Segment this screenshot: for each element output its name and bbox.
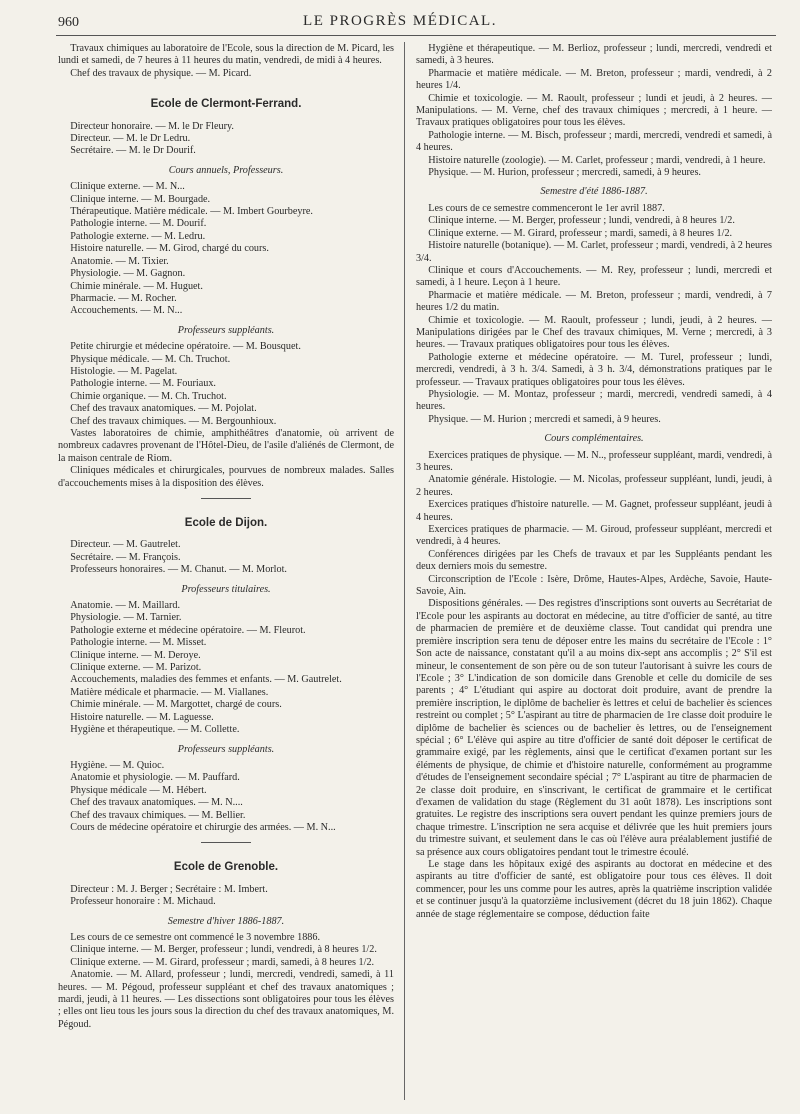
- school-title-grenoble: Ecole de Grenoble.: [173, 861, 279, 874]
- entry: Hygiène et thérapeutique. — M. Berlioz, professeur ; lundi, mercredi, vendredi et samedi, à 3 heures.: [416, 43, 772, 67]
- entry: Les cours de ce semestre commenceront le 1er avril 1887.: [428, 202, 665, 214]
- paragraph: Chef des travaux de physique. — M. Picard.: [70, 67, 252, 79]
- entry: Chimie et toxicologie. — M. Raoult, professeur ; lundi, jeudi, à 2 heures. — Manipulations dirigées par le Chef des travaux chimiques, M. Verne ; mercredi, à 3 heures. — Travaux pratiques obligatoires pour tous les élèves.: [416, 314, 772, 351]
- entry: Physiologie. — M. Montaz, professeur ; mardi, mercredi, vendredi samedi, à 4 heures.: [416, 388, 772, 413]
- entry: Accouchements, maladies des femmes et enfants. — M. Gautrelet.: [70, 674, 342, 686]
- entry: Physiologie. — M. Gagnon.: [70, 268, 186, 280]
- header-rule: [56, 35, 776, 36]
- entry: Physique. — M. Hurion ; mercredi et samedi, à 9 heures.: [428, 413, 661, 425]
- section-rule: [201, 842, 251, 843]
- entry: Physique médicale — M. Hébert.: [70, 784, 207, 796]
- entry: Anatomie générale. Histologie. — M. Nicolas, professeur suppléant, lundi, jeudi, à 2 heures.: [416, 474, 772, 498]
- entry: Chef des travaux anatomiques. — M. N....: [70, 797, 243, 809]
- entry: Pathologie interne. — M. Dourif.: [70, 218, 207, 230]
- entry: Directeur. — M. Gautrelet.: [70, 539, 181, 551]
- entry: Secrétaire. — M. le Dr Dourif.: [70, 145, 196, 157]
- entry: Clinique interne. — M. Berger, professeur ; lundi, vendredi, à 8 heures 1/2.: [428, 215, 735, 227]
- section-title: Professeurs suppléants.: [177, 324, 275, 336]
- section-title: Professeurs suppléants.: [177, 743, 275, 755]
- entry: Physique. — M. Hurion, professeur ; mercredi, samedi, à 9 heures.: [428, 167, 701, 179]
- entry: Histoire naturelle. — M. Girod, chargé du cours.: [70, 243, 269, 255]
- entry: Clinique externe. — M. Girard, professeur ; mardi, samedi, à 8 heures 1/2.: [70, 956, 375, 968]
- entry: Clinique externe. — M. Girard, professeur ; mardi, samedi, à 8 heures 1/2.: [428, 227, 733, 239]
- left-column: [58, 43, 394, 1031]
- entry: Professeur honoraire : M. Michaud.: [70, 896, 216, 908]
- entry: Exercices pratiques de pharmacie. — M. Giroud, professeur suppléant, mercredi et vendredi, à 4 heures.: [416, 524, 772, 548]
- page-number: 960: [58, 15, 79, 30]
- entry: Les cours de ce semestre ont commencé le 3 novembre 1886.: [70, 931, 321, 943]
- school-title-clermont: Ecole de Clermont-Ferrand.: [150, 98, 302, 111]
- entry: Histologie. — M. Pagelat.: [70, 365, 178, 377]
- section-title: Professeurs titulaires.: [181, 583, 271, 595]
- entry: Chef des travaux anatomiques. — M. Pojolat.: [70, 403, 257, 415]
- entry: Directeur. — M. le Dr Ledru.: [70, 133, 191, 145]
- paragraph: Le stage dans les hôpitaux exigé des aspirants au doctorat en médecine et des aspirants au titre d'officier de santé, est obligatoire pour tous ces élèves. Il doit commencer, pour les uns comme pour les autres, après la quatrième inscription validée et se continuer jusqu'à la quatorzième inclusivement (décret du 18 juin 1862). Chaque année de stage réglementaire se compose, déduction faite: [416, 859, 772, 920]
- entry: Professeurs honoraires. — M. Chanut. — M. Morlot.: [70, 564, 287, 576]
- running-title: LE PROGRÈS MÉDICAL.: [303, 13, 497, 29]
- paragraph: Conférences dirigées par les Chefs de travaux et par les Suppléants pendant les deux derniers mois du semestre.: [416, 548, 772, 573]
- entry: Histoire naturelle (zoologie). — M. Carlet, professeur ; mardi, vendredi, à 1 heure.: [428, 154, 766, 166]
- entry: Pharmacie et matière médicale. — M. Breton, professeur ; mardi, vendredi, à 2 heures 1/4.: [416, 67, 772, 92]
- right-column: [416, 43, 772, 921]
- entry: Hygiène et thérapeutique. — M. Collette.: [70, 724, 240, 736]
- entry: Pharmacie et matière médicale. — M. Breton, professeur ; mardi, vendredi, à 7 heures 1/2 du matin.: [416, 289, 772, 314]
- entry: Pathologie externe et médecine opératoire. — M. Fleurot.: [70, 624, 306, 636]
- entry: Thérapeutique. Matière médicale. — M. Imbert Gourbeyre.: [70, 206, 313, 218]
- column-divider: [404, 42, 405, 1100]
- entry: Physiologie. — M. Tarnier.: [70, 612, 182, 624]
- entry: Anatomie. — M. Tixier.: [70, 255, 169, 267]
- entry: Clinique interne. — M. Deroye.: [70, 649, 201, 661]
- entry: Pharmacie. — M. Rocher.: [70, 292, 177, 304]
- entry: Chef des travaux chimiques. — M. Bellier.: [70, 809, 246, 821]
- entry: Physique médicale. — M. Ch. Truchot.: [70, 353, 231, 365]
- entry: Clinique et cours d'Accouchements. — M. Rey, professeur ; lundi, mercredi et samedi, à 1 heure. Leçon à 1 heure.: [416, 264, 772, 289]
- entry: Matière médicale et pharmacie. — M. Viallanes.: [70, 686, 269, 698]
- entry: Pathologie externe et médecine opératoire. — M. Turel, professeur ; lundi, mercredi, vendredi, à 3 h. 3/4. Samedi, à 3 h. 3/4, démonstrations pratiques par le professeur. — Travaux pratiques obligatoires pour tous les élèves.: [416, 351, 772, 388]
- entry: Pathologie interne. — M. Misset.: [70, 637, 207, 649]
- page-header: [0, 0, 800, 40]
- entry: Pathologie interne. — M. Fouriaux.: [70, 378, 216, 390]
- entry: Chef des travaux chimiques. — M. Bergounhioux.: [70, 415, 277, 427]
- entry: Petite chirurgie et médecine opératoire. — M. Bousquet.: [70, 341, 301, 353]
- entry: Clinique externe. — M. N...: [70, 181, 185, 193]
- entry: Directeur honoraire. — M. le Dr Fleury.: [70, 120, 234, 132]
- entry: Pathologie externe. — M. Ledru.: [70, 230, 206, 242]
- entry: Exercices pratiques d'histoire naturelle. — M. Gagnet, professeur suppléant, jeudi à 4 heures.: [416, 499, 772, 523]
- entry: Secrétaire. — M. François.: [70, 551, 181, 563]
- entry: Hygiène. — M. Quioc.: [70, 759, 165, 771]
- entry: Chimie minérale. — M. Huguet.: [70, 280, 203, 292]
- entry: Histoire naturelle (botanique). — M. Carlet, professeur ; mardi, vendredi, à 2 heures 3/4.: [416, 240, 772, 264]
- section-title: Semestre d'hiver 1886-1887.: [167, 915, 285, 927]
- paragraph: Circonscription de l'Ecole : Isère, Drôme, Hautes-Alpes, Ardèche, Savoie, Haute-Savoie, Ain.: [416, 573, 772, 598]
- entry: Accouchements. — M. N...: [70, 305, 183, 317]
- entry: Cours de médecine opératoire et chirurgie des armées. — M. N...: [70, 821, 336, 833]
- entry: Pathologie interne. — M. Bisch, professeur ; mardi, mercredi, vendredi et samedi, à 4 heures.: [416, 129, 772, 154]
- school-title-dijon: Ecole de Dijon.: [184, 517, 268, 529]
- entry: Exercices pratiques de physique. — M. N.., professeur suppléant, mardi, vendredi, à 3 heures.: [416, 449, 772, 473]
- paragraph: Travaux chimiques au laboratoire de l'Ecole, sous la direction de M. Picard, les lundi et samedi, de 7 heures à 11 heures du matin, vendredi, de midi à 4 heures.: [58, 43, 394, 67]
- paragraph: Cliniques médicales et chirurgicales, pourvues de nombreux malades. Salles d'accouchements mises à la disposition des élèves.: [58, 465, 394, 489]
- entry: Histoire naturelle. — M. Laguesse.: [70, 711, 214, 723]
- paragraph: Vastes laboratoires de chimie, amphithéâtres d'anatomie, où arrivent de nombreux cadavres provenant de l'Hôtel-Dieu, de l'asile d'aliénés de Clermont, de la maison centrale de Riom.: [58, 427, 394, 464]
- entry: Anatomie et physiologie. — M. Pauffard.: [70, 772, 240, 784]
- entry: Clinique interne. — M. Bourgade.: [70, 193, 211, 205]
- entry: Chimie et toxicologie. — M. Raoult, professeur ; lundi et jeudi, à 2 heures. — Manipulations. — M. Verne, chef des travaux chimiques ; mercredi, à 1 heure. — Travaux pratiques obligatoires pour tous les élèves.: [416, 92, 772, 129]
- entry: Chimie organique. — M. Ch. Truchot.: [70, 390, 227, 402]
- entry: Directeur : M. J. Berger ; Secrétaire : M. Imbert.: [70, 883, 268, 895]
- section-title: Semestre d'été 1886-1887.: [540, 186, 648, 198]
- entry: Anatomie. — M. Allard, professeur ; lundi, mercredi, vendredi, samedi, à 11 heures. — M. Pégoud, professeur suppléant et chef des travaux anatomiques ; mardi, jeudi, à 11 heures. — Les dissections sont obligatoires pour tous les élèves ; elles ont lieu tous les jours sous la direction du chef des travaux anatomiques, M. Pégoud.: [58, 969, 394, 1030]
- entry: Clinique externe. — M. Parizot.: [70, 662, 202, 674]
- section-rule: [201, 498, 251, 499]
- paragraph: Dispositions générales. — Des registres d'inscriptions sont ouverts au Secrétariat de l'Ecole pour les aspirants au doctorat en médecine, au titre d'officier de santé, au titre de pharmacien de première et de deuxième classe. Tout candidat qui prendra une première inscription sera tenu de déposer entre les mains du secrétaire de l'Ecole : 1° Son acte de naissance, constatant qu'il a au moins dix-sept ans accomplis ; 2° S'il est mineur, le consentement de son père ou de son tuteur l'autorisant à suivre les cours de l'Ecole ; 3° L'indication de son domicile dans Grenoble et celle du domicile de ses parents ; 4° L'étudiant qui aspire au doctorat doit produire, avant de prendre la première inscription, le diplôme de bachelier ès lettres et celui de bachelier ès sciences restreint ou complet ; 5° L'aspirant au titre de pharmacien de 1re classe doit produire le diplôme de bachelier ès sciences ou de bachelier ès lettres, ou de l'enseignement spécial ; 6° L'élève qui aspire au titre d'officier de santé doit déposer le certificat de grammaire exigé, par les règlements, ainsi que le certificat d'examen portant sur les éléments de physique, de chimie et d'histoire naturelle, conformément au programme d'études de l'enseignement secondaire spécial ; 7° L'aspirant au titre de pharmacien de 2e classe doit produire, en s'inscrivant, le certificat de grammaire et le certificat d'examen de validation du stage (Règlement du 31 août 1878). Les inscriptions sont gratuites. Le registre des inscriptions sera ouvert pendant les quinze premiers jours de chaque trimestre. L'inscription ne sera acquise et délivrée que les huit premiers jours du trimestre suivant, et seulement dans le cas où l'élève aura préalablement justifié de sa présence aux cours obligatoires pendant tout le trimestre écoulé.: [416, 598, 772, 858]
- section-title: Cours annuels, Professeurs.: [168, 164, 284, 176]
- entry: Anatomie. — M. Maillard.: [70, 600, 181, 612]
- section-title: Cours complémentaires.: [544, 433, 644, 445]
- entry: Chimie minérale. — M. Margottet, chargé de cours.: [70, 699, 282, 711]
- entry: Clinique interne. — M. Berger, professeur ; lundi, vendredi, à 8 heures 1/2.: [70, 944, 377, 956]
